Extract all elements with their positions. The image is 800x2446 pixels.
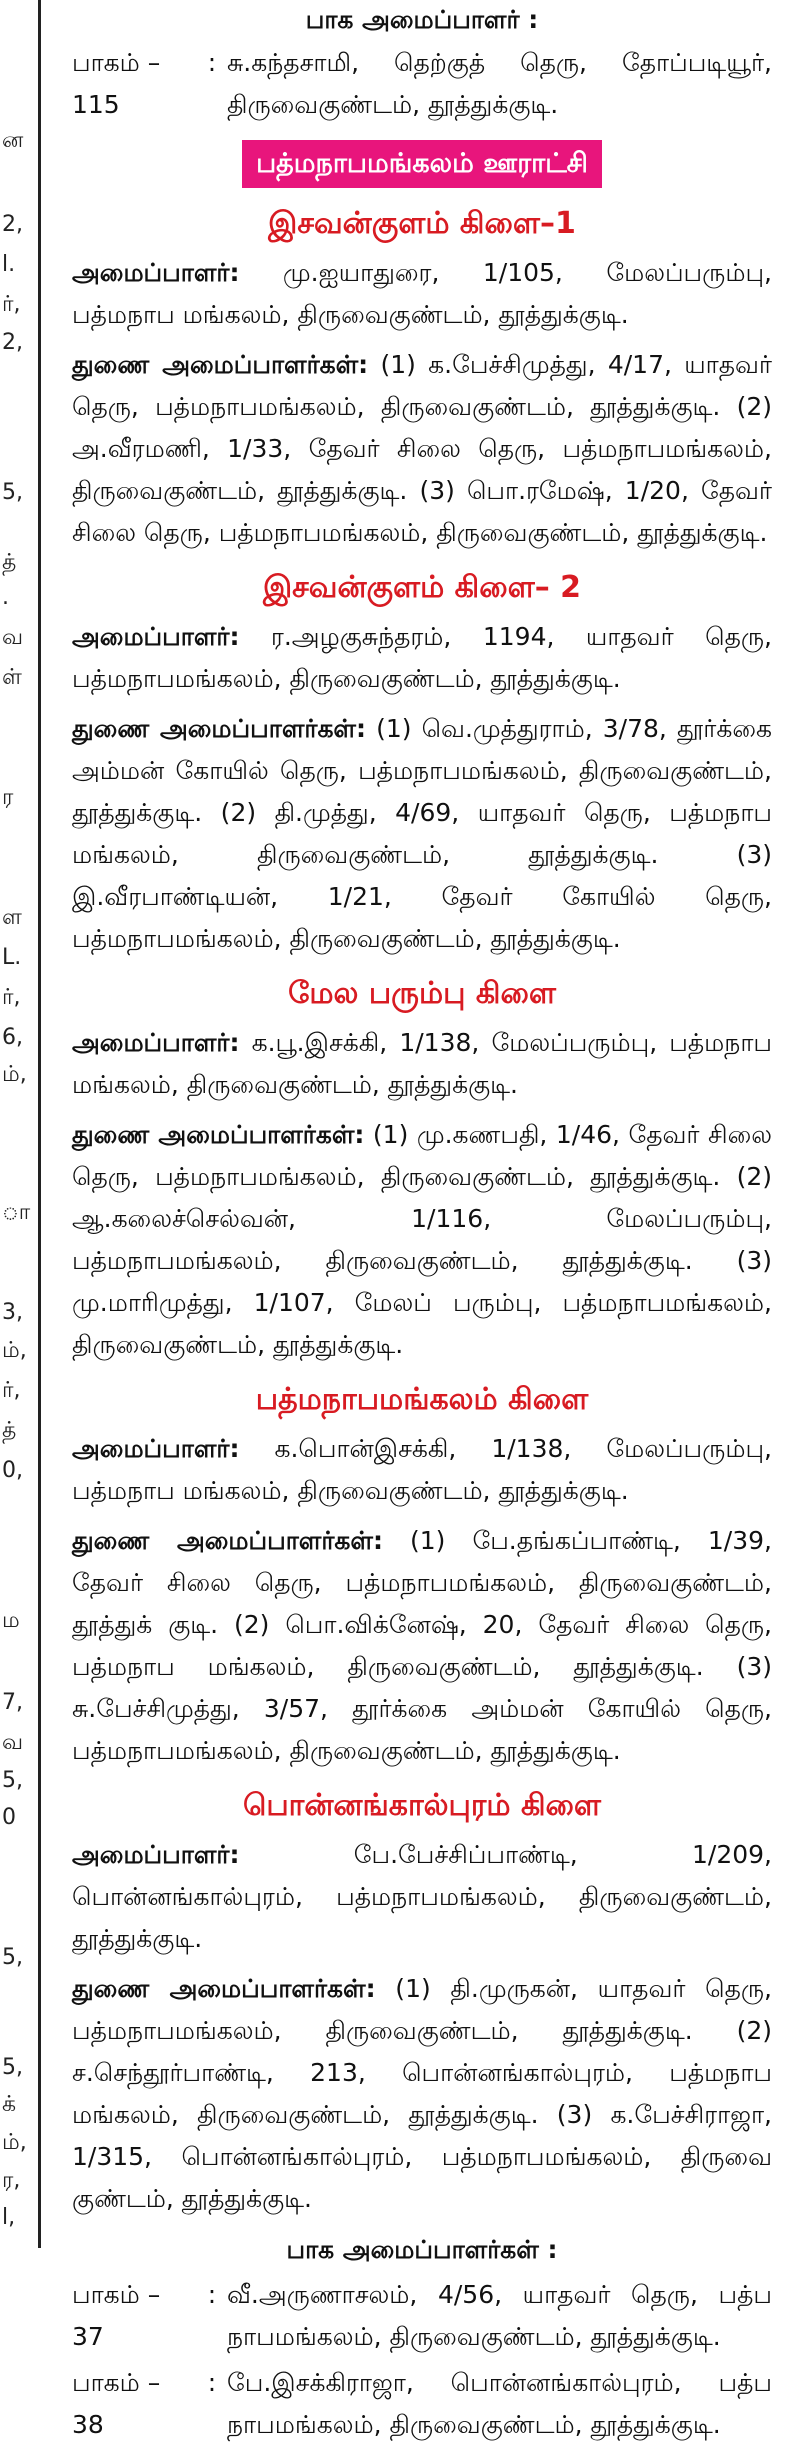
margin-char: க் <box>2 2092 17 2117</box>
margin-char: ா <box>2 1200 31 1225</box>
margin-char: ள <box>2 905 22 930</box>
ward-value: வீ.அருணாசலம், 4/56, யாதவர் தெரு, பத்ப நாபமங்கலம், திருவைகுண்டம், தூத்துக்குடி. <box>227 2280 772 2351</box>
deputies-text: (1) தி.முருகன், யாதவர் தெரு, பத்மநாபமங்கலம், திருவைகுண்டம், தூத்துக்குடி. (2) ச.செந்தூர்பாண்டி, 213, பொன்னங்கால்புரம், பத்மநாப மங்கலம், திருவைகுண்டம், தூத்துக்குடி. (3) க.பேச்சிராஜா, 1/315, பொன்னங்கால்புரம், பத்மநாபமங்கலம், திருவை குண்டம், தூத்துக்குடி. <box>72 1974 772 2213</box>
organizer-label: அமைப்பாளர்: <box>72 258 240 287</box>
margin-char: ம <box>2 1608 20 1633</box>
margin-char: ர், <box>2 1378 21 1403</box>
margin-char: 7, <box>2 1690 23 1715</box>
organizer-paragraph <box>72 616 772 700</box>
margin-char: ம், <box>2 1062 27 1087</box>
branch-title: பொன்னங்கால்புரம் கிளை <box>242 1788 602 1823</box>
deputies-paragraph <box>72 708 772 960</box>
ward-value: சு.கந்தசாமி, தெற்குத் தெரு, தோப்படியூர், திருவைகுண்டம், தூத்துக்குடி. <box>227 48 772 119</box>
panchayat-title: பத்மநாபமங்கலம் ஊராட்சி <box>242 140 602 188</box>
left-column-fragment <box>0 0 34 2248</box>
organizer-label: அமைப்பாளர்: <box>72 1028 240 1057</box>
margin-char: 3, <box>2 1300 23 1325</box>
deputies-label: துணை அமைப்பாளர்கள்: <box>72 1120 365 1149</box>
margin-char: வ <box>2 625 24 650</box>
ward-entry <box>72 2362 772 2446</box>
ward-label: பாகம் – 115 <box>72 48 161 119</box>
deputies-label: துணை அமைப்பாளர்கள்: <box>72 350 369 379</box>
deputies-text: (1) மு.கணபதி, 1/46, தேவர் சிலை தெரு, பத்மநாபமங்கலம், திருவைகுண்டம், தூத்துக்குடி. (2) ஆ.கலைச்செல்வன், 1/116, மேலப்பரும்பு, பத்மநாபமங்கலம், திருவைகுண்டம், தூத்துக்குடி. (3) மு.மாரிமுத்து, 1/107, மேலப் பரும்பு, பத்மநாபமங்கலம், திருவைகுண்டம், தூத்துக்குடி. <box>72 1120 772 1359</box>
deputies-label: துணை அமைப்பாளர்கள்: <box>72 1526 383 1555</box>
deputies-label: துணை அமைப்பாளர்கள்: <box>72 1974 376 2003</box>
margin-char: 5, <box>2 480 23 505</box>
colon: : <box>207 2280 217 2309</box>
margin-char: ர <box>2 785 14 810</box>
margin-char: 6, <box>2 1025 23 1050</box>
panchayat-banner <box>72 140 772 188</box>
organizer-paragraph <box>72 1022 772 1106</box>
branch-title: பத்மநாபமங்கலம் கிளை <box>255 1382 589 1417</box>
article-column <box>72 0 772 2446</box>
margin-char: 5, <box>2 2055 23 2080</box>
margin-char: த் <box>2 1418 17 1443</box>
margin-char: . <box>2 585 9 610</box>
margin-char: ன <box>2 128 24 153</box>
margin-char: ம், <box>2 2130 27 2155</box>
margin-char: 5, <box>2 1768 23 1793</box>
margin-char: ர், <box>2 985 21 1010</box>
ward-entry <box>72 42 772 126</box>
deputies-text: (1) பே.தங்கப்பாண்டி, 1/39, தேவர் சிலை தெரு, பத்மநாபமங்கலம், திருவைகுண்டம், தூத்துக் குடி. (2) பொ.விக்னேஷ், 20, தேவர் சிலை தெரு, பத்மநாப மங்கலம், திருவைகுண்டம், தூத்துக்குடி. (3) சு.பேச்சிமுத்து, 3/57, தூர்க்கை அம்மன் கோயில் தெரு, பத்மநாபமங்கலம், திருவைகுண்டம், தூத்துக்குடி. <box>72 1526 772 1765</box>
deputies-paragraph <box>72 1968 772 2220</box>
organizer-text: பே.பேச்சிப்பாண்டி, 1/209, பொன்னங்கால்புரம், பத்மநாபமங்கலம், திருவைகுண்டம், தூத்துக்குடி. <box>72 1840 772 1953</box>
organizer-text: ர.அழகுசுந்தரம், 1194, யாதவர் தெரு, பத்மநாபமங்கலம், திருவைகுண்டம், தூத்துக்குடி. <box>72 622 772 693</box>
margin-char: 0, <box>2 1458 23 1483</box>
section-heading-bottom: பாக அமைப்பாளர்கள் : <box>286 2235 558 2264</box>
margin-char: ம், <box>2 1338 27 1363</box>
organizer-paragraph <box>72 252 772 336</box>
organizer-label: அமைப்பாளர்: <box>72 1840 240 1869</box>
section-heading-top: பாக அமைப்பாளர் : <box>305 5 539 34</box>
colon: : <box>207 48 217 77</box>
margin-char: L. <box>2 945 22 970</box>
margin-char: த் <box>2 550 17 575</box>
ward-value: பே.இசக்கிராஜா, பொன்னங்கால்புரம், பத்ப நாபமங்கலம், திருவைகுண்டம், தூத்துக்குடி. <box>227 2368 772 2439</box>
ward-entry <box>72 2274 772 2358</box>
margin-char: 2, <box>2 330 23 355</box>
margin-char: ர, <box>2 2168 21 2193</box>
organizer-paragraph <box>72 1428 772 1512</box>
deputies-paragraph <box>72 1114 772 1366</box>
margin-char: 5, <box>2 1945 23 1970</box>
margin-char: ள் <box>2 665 22 690</box>
deputies-text: (1) க.பேச்சிமுத்து, 4/17, யாதவர் தெரு, பத்மநாபமங்கலம், திருவைகுண்டம், தூத்துக்குடி. (2) அ.வீரமணி, 1/33, தேவர் சிலை தெரு, பத்மநாபமங்கலம், திருவைகுண்டம், தூத்துக்குடி. (3) பொ.ரமேஷ், 1/20, தேவர் சிலை தெரு, பத்மநாபமங்கலம், திருவைகுண்டம், தூத்துக்குடி. <box>72 350 772 547</box>
margin-char: வ <box>2 1730 24 1755</box>
organizer-label: அமைப்பாளர்: <box>72 1434 240 1463</box>
organizer-text: க.பொன்இசக்கி, 1/138, மேலப்பரும்பு, பத்மநாப மங்கலம், திருவைகுண்டம், தூத்துக்குடி. <box>72 1434 772 1505</box>
organizer-label: அமைப்பாளர்: <box>72 622 240 651</box>
deputies-text: (1) வெ.முத்துராம், 3/78, தூர்க்கை அம்மன் கோயில் தெரு, பத்மநாபமங்கலம், திருவைகுண்டம், தூத்துக்குடி. (2) தி.முத்து, 4/69, யாதவர் தெரு, பத்மநாப மங்கலம், திருவைகுண்டம், தூத்துக்குடி. (3) இ.வீரபாண்டியன், 1/21, தேவர் கோயில் தெரு, பத்மநாபமங்கலம், திருவைகுண்டம், தூத்துக்குடி. <box>72 714 772 953</box>
deputies-paragraph <box>72 344 772 554</box>
margin-char: 0 <box>2 1805 16 1830</box>
branch-title: இசவன்குளம் கிளை–1 <box>268 206 576 241</box>
margin-char: 2, <box>2 212 23 237</box>
deputies-paragraph <box>72 1520 772 1772</box>
organizer-paragraph <box>72 1834 772 1960</box>
ward-label: பாகம் – 37 <box>72 2280 161 2351</box>
organizer-text: க.பூ.இசக்கி, 1/138, மேலப்பரும்பு, பத்மநாப மங்கலம், திருவைகுண்டம், தூத்துக்குடி. <box>72 1028 772 1099</box>
organizer-text: மு.ஐயாதுரை, 1/105, மேலப்பரும்பு, பத்மநாப மங்கலம், திருவைகுண்டம், தூத்துக்குடி. <box>72 258 772 329</box>
margin-char: l, <box>2 2205 16 2230</box>
branch-title: இசவன்குளம் கிளை– 2 <box>262 570 582 605</box>
colon: : <box>207 2368 217 2397</box>
branch-title: மேல பரும்பு கிளை <box>288 976 556 1011</box>
deputies-label: துணை அமைப்பாளர்கள்: <box>72 714 366 743</box>
margin-char: l. <box>2 252 16 277</box>
column-divider <box>38 0 41 2248</box>
ward-label: பாகம் – 38 <box>72 2368 161 2439</box>
margin-char: ர், <box>2 292 21 317</box>
